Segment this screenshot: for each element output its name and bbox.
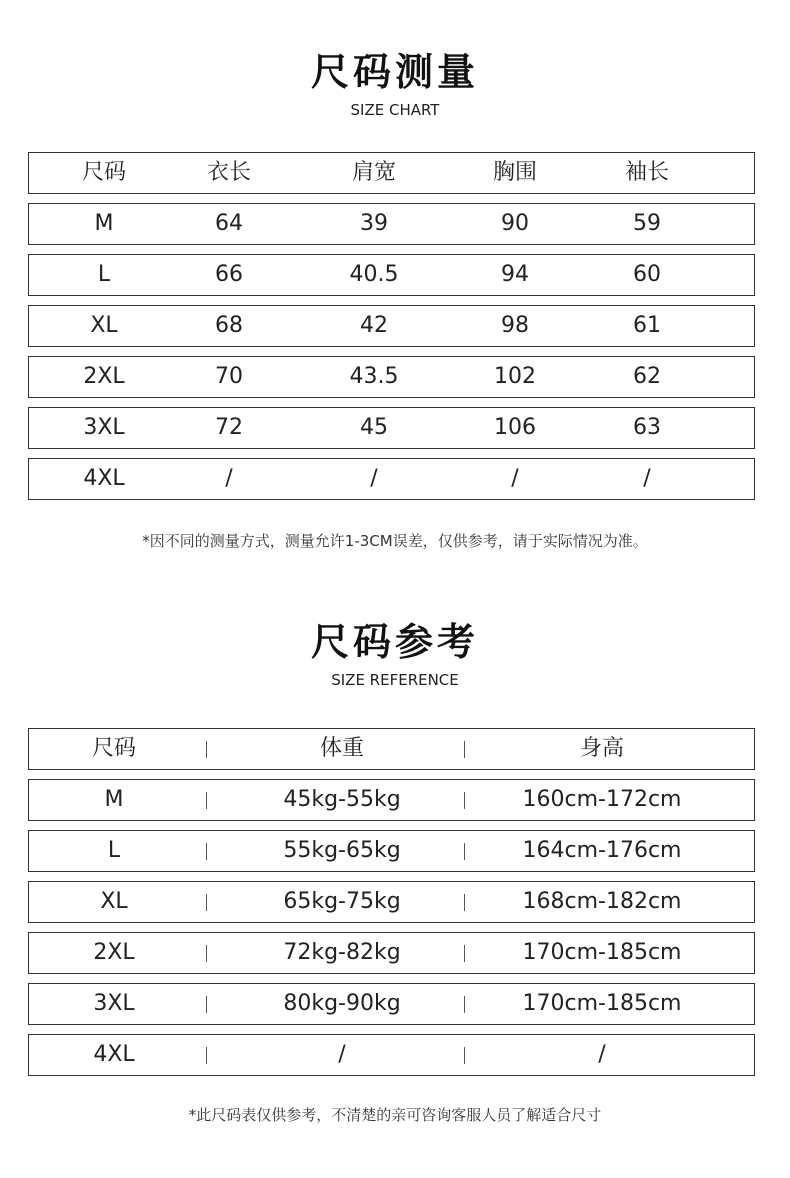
column-divider bbox=[464, 741, 465, 758]
cell-height: / bbox=[598, 1042, 606, 1067]
header-chest: 胸围 bbox=[492, 160, 537, 185]
column-divider bbox=[206, 996, 207, 1013]
table-row bbox=[28, 203, 755, 245]
cell-size: 3XL bbox=[83, 415, 125, 440]
cell-height: 170cm-185cm bbox=[522, 940, 682, 965]
cell-weight: 65kg-75kg bbox=[283, 889, 401, 914]
table-row bbox=[28, 932, 755, 974]
table-row bbox=[28, 305, 755, 347]
cell-size: M bbox=[94, 211, 114, 236]
table-row bbox=[28, 779, 755, 821]
cell-weight: 45kg-55kg bbox=[283, 787, 401, 812]
cell-length: 70 bbox=[215, 364, 243, 389]
cell-shoulder: / bbox=[370, 466, 378, 491]
cell-height: 164cm-176cm bbox=[522, 838, 682, 863]
cell-chest: 102 bbox=[494, 364, 536, 389]
cell-weight: 80kg-90kg bbox=[283, 991, 401, 1016]
table-row bbox=[28, 254, 755, 296]
cell-size: L bbox=[107, 838, 121, 863]
cell-length: 72 bbox=[215, 415, 243, 440]
size-chart-note: *因不同的测量方式，测量允许1-3CM误差，仅供参考，请于实际情况为准。 bbox=[142, 532, 648, 550]
cell-sleeve: 59 bbox=[633, 211, 661, 236]
size-reference-title: 尺码参考 bbox=[310, 620, 479, 664]
cell-shoulder: 42 bbox=[360, 313, 388, 338]
table-row bbox=[28, 830, 755, 872]
table-row bbox=[28, 983, 755, 1025]
cell-size: M bbox=[104, 787, 124, 812]
column-divider bbox=[206, 843, 207, 860]
header-sleeve: 袖长 bbox=[624, 160, 669, 185]
header-size: 尺码 bbox=[81, 160, 126, 185]
header-height: 身高 bbox=[579, 736, 624, 761]
column-divider bbox=[206, 741, 207, 758]
table-row bbox=[28, 356, 755, 398]
column-divider bbox=[206, 945, 207, 962]
column-divider bbox=[464, 843, 465, 860]
size-chart-header-row bbox=[28, 152, 755, 194]
cell-weight: 55kg-65kg bbox=[283, 838, 401, 863]
cell-length: 66 bbox=[215, 262, 243, 287]
size-reference-subtitle: SIZE REFERENCE bbox=[331, 671, 459, 689]
cell-weight: / bbox=[338, 1042, 346, 1067]
column-divider bbox=[464, 945, 465, 962]
cell-length: 68 bbox=[215, 313, 243, 338]
cell-shoulder: 43.5 bbox=[349, 364, 399, 389]
cell-size: 2XL bbox=[93, 940, 135, 965]
cell-height: 168cm-182cm bbox=[522, 889, 682, 914]
cell-sleeve: 62 bbox=[633, 364, 661, 389]
column-divider bbox=[464, 996, 465, 1013]
cell-size: XL bbox=[100, 889, 128, 914]
table-row bbox=[28, 458, 755, 500]
cell-size: L bbox=[97, 262, 111, 287]
column-divider bbox=[464, 1047, 465, 1064]
column-divider bbox=[206, 792, 207, 809]
column-divider bbox=[206, 894, 207, 911]
cell-size: 3XL bbox=[93, 991, 135, 1016]
column-divider bbox=[464, 792, 465, 809]
cell-sleeve: / bbox=[643, 466, 651, 491]
column-divider bbox=[464, 894, 465, 911]
cell-length: 64 bbox=[215, 211, 243, 236]
cell-sleeve: 63 bbox=[633, 415, 661, 440]
cell-chest: 106 bbox=[494, 415, 536, 440]
size-reference-header-row bbox=[28, 728, 755, 770]
cell-weight: 72kg-82kg bbox=[283, 940, 401, 965]
cell-chest: 90 bbox=[501, 211, 529, 236]
size-reference-note: *此尺码表仅供参考，不清楚的亲可咨询客服人员了解适合尺寸 bbox=[188, 1106, 602, 1124]
cell-shoulder: 45 bbox=[360, 415, 388, 440]
header-length: 衣长 bbox=[206, 160, 251, 185]
table-row bbox=[28, 407, 755, 449]
header-weight: 体重 bbox=[319, 736, 364, 761]
cell-length: / bbox=[225, 466, 233, 491]
column-divider bbox=[206, 1047, 207, 1064]
cell-height: 170cm-185cm bbox=[522, 991, 682, 1016]
cell-size: 4XL bbox=[93, 1042, 135, 1067]
cell-sleeve: 61 bbox=[633, 313, 661, 338]
cell-chest: 98 bbox=[501, 313, 529, 338]
header-size: 尺码 bbox=[91, 736, 136, 761]
cell-size: 4XL bbox=[83, 466, 125, 491]
table-row bbox=[28, 1034, 755, 1076]
cell-sleeve: 60 bbox=[633, 262, 661, 287]
cell-shoulder: 39 bbox=[360, 211, 388, 236]
cell-shoulder: 40.5 bbox=[349, 262, 399, 287]
table-row bbox=[28, 881, 755, 923]
header-shoulder: 肩宽 bbox=[351, 160, 396, 185]
size-chart-subtitle: SIZE CHART bbox=[350, 101, 440, 119]
size-chart-title: 尺码测量 bbox=[310, 50, 479, 94]
cell-size: XL bbox=[90, 313, 118, 338]
cell-chest: / bbox=[511, 466, 519, 491]
cell-chest: 94 bbox=[501, 262, 529, 287]
cell-size: 2XL bbox=[83, 364, 125, 389]
cell-height: 160cm-172cm bbox=[522, 787, 682, 812]
